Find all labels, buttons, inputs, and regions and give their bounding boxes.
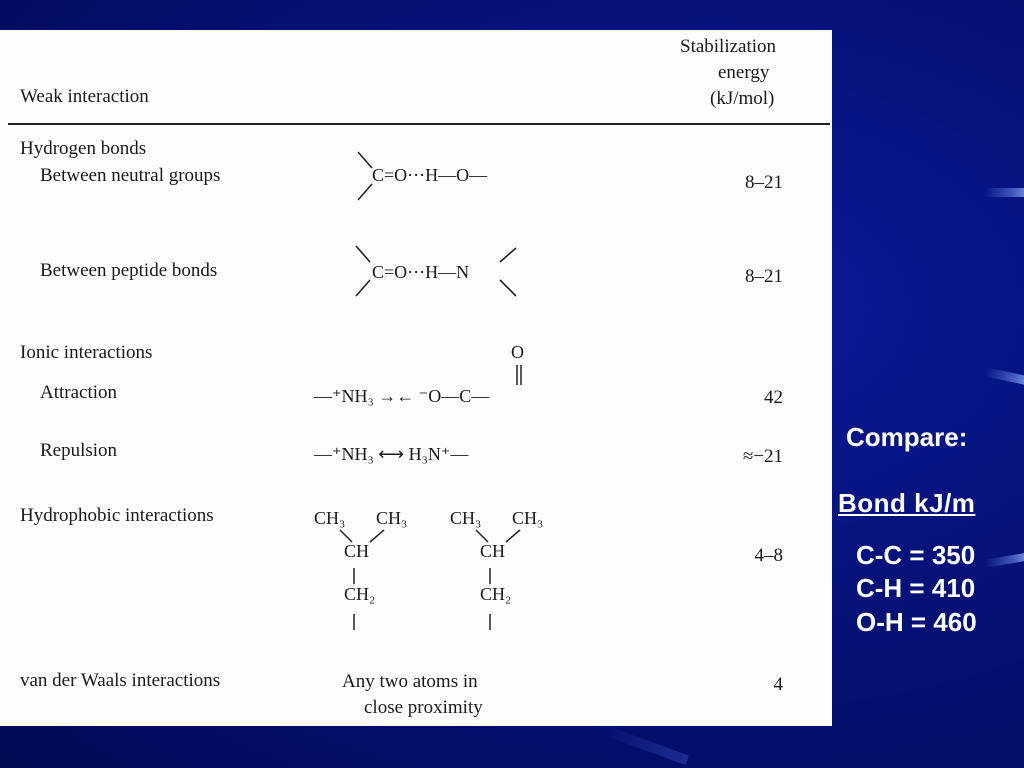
energy-neutral: 8–21 bbox=[745, 172, 783, 193]
group2-top-right: CH₃ bbox=[512, 508, 544, 528]
energy-vdw: 4 bbox=[773, 674, 783, 695]
bond-lines-peptide bbox=[352, 246, 522, 298]
section-title-ionic: Ionic interactions bbox=[20, 342, 153, 363]
decorative-streak bbox=[985, 188, 1024, 197]
compare-label: Compare: bbox=[846, 422, 968, 452]
group1-bottom: CH₂ bbox=[344, 584, 376, 604]
bond-row-cc: C-C = 350 bbox=[856, 540, 976, 570]
column-header-energy-line2: energy bbox=[718, 62, 770, 83]
row-label-repulsion: Repulsion bbox=[40, 440, 118, 461]
group2-middle: CH bbox=[480, 541, 506, 561]
section-title-hydrogen: Hydrogen bonds bbox=[20, 138, 147, 159]
vdw-description-line2: close proximity bbox=[364, 697, 483, 718]
weak-interactions-table bbox=[0, 30, 832, 726]
bond-lines-neutral bbox=[356, 152, 376, 202]
group1-top-left: CH₃ bbox=[314, 508, 346, 528]
column-header-energy-line3: (kJ/mol) bbox=[710, 88, 775, 109]
bond-row-oh: O-H = 460 bbox=[856, 607, 977, 637]
row-label-peptide: Between peptide bonds bbox=[40, 260, 218, 281]
column-header-energy-line1: Stabilization bbox=[680, 36, 777, 57]
energy-peptide: 8–21 bbox=[745, 266, 783, 287]
group2-bottom: CH₂ bbox=[480, 584, 512, 604]
vdw-description-line1: Any two atoms in bbox=[342, 671, 478, 692]
group1-bonds bbox=[330, 526, 400, 656]
formula-neutral: C=O⋯H—O— bbox=[372, 165, 488, 185]
row-label-neutral: Between neutral groups bbox=[40, 165, 221, 186]
group2-bonds bbox=[466, 526, 536, 656]
group1-top-right: CH₃ bbox=[376, 508, 408, 528]
column-header-interaction: Weak interaction bbox=[20, 86, 149, 107]
decorative-streak bbox=[985, 367, 1024, 385]
carbonyl-double-bond bbox=[514, 365, 524, 387]
bond-row-ch: C-H = 410 bbox=[856, 573, 976, 603]
section-title-vdw: van der Waals interactions bbox=[20, 670, 221, 691]
decorative-streak bbox=[601, 725, 689, 765]
section-title-hydrophobic: Hydrophobic interactions bbox=[20, 505, 214, 526]
energy-attraction: 42 bbox=[764, 387, 783, 408]
group1-middle: CH bbox=[344, 541, 370, 561]
formula-peptide: C=O⋯H—N bbox=[372, 262, 470, 282]
group2-top-left: CH₃ bbox=[450, 508, 482, 528]
formula-repulsion: —⁺NH₃ ⟷ H₃N⁺— bbox=[314, 444, 469, 464]
table-header-rule bbox=[8, 123, 830, 125]
formula-attraction: —⁺NH₃ →← ⁻O—C— bbox=[314, 386, 490, 406]
carbonyl-oxygen: O bbox=[511, 342, 524, 362]
decorative-streak bbox=[985, 552, 1024, 568]
energy-hydrophobic: 4–8 bbox=[754, 545, 783, 566]
bond-energy-header: Bond kJ/m bbox=[838, 488, 976, 518]
energy-repulsion: ≈−21 bbox=[742, 446, 783, 467]
row-label-attraction: Attraction bbox=[40, 382, 118, 403]
